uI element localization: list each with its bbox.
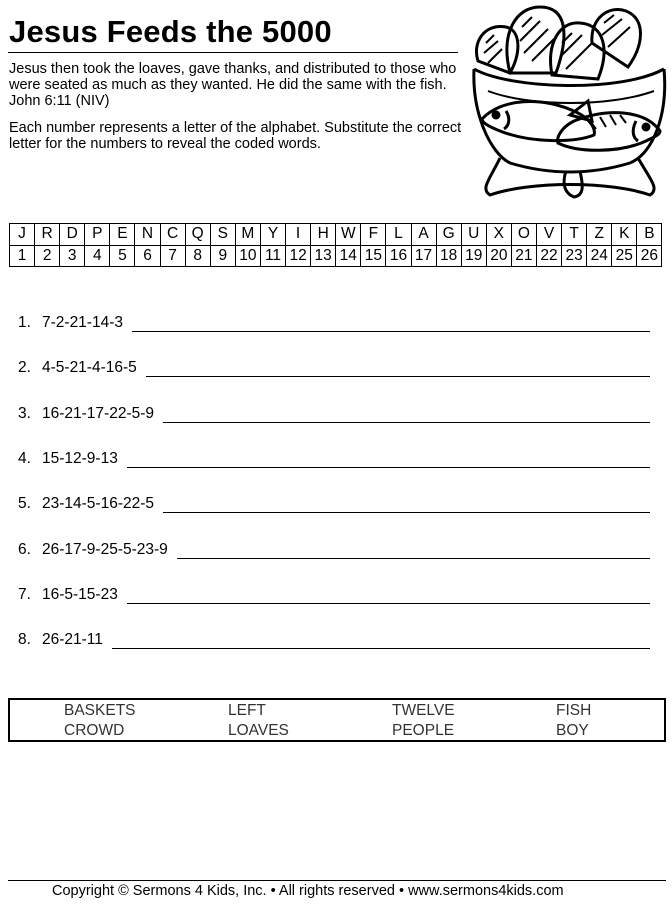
word-bank — [8, 698, 666, 742]
cipher-numbers-row — [10, 245, 662, 267]
cipher-letter-cell: W — [336, 224, 361, 246]
coded-word: 16-5-15-23 — [42, 585, 118, 603]
cipher-letter-cell: T — [562, 224, 587, 246]
bread-loaf-icon — [592, 9, 641, 67]
loaves-and-fish-illustration — [470, 3, 668, 199]
cipher-number-cell: 26 — [637, 245, 662, 267]
word-bank-item: CROWD — [64, 722, 125, 739]
footer-copyright: Copyright © Sermons 4 Kids, Inc. • All rights reserved • www.sermons4kids.com — [52, 883, 564, 899]
question-row — [18, 446, 650, 468]
cipher-number-cell: 11 — [260, 245, 285, 267]
cipher-letter-cell: O — [511, 224, 536, 246]
cipher-number-cell: 20 — [486, 245, 511, 267]
cipher-key-table — [9, 223, 662, 267]
cipher-letter-cell: Y — [260, 224, 285, 246]
word-bank-item: BASKETS — [64, 702, 136, 719]
cipher-letter-cell: H — [311, 224, 336, 246]
cipher-letter-cell: I — [286, 224, 311, 246]
cipher-number-cell: 12 — [286, 245, 311, 267]
question-row — [18, 537, 650, 559]
answer-line[interactable] — [132, 314, 650, 332]
cipher-number-cell: 14 — [336, 245, 361, 267]
question-number: 1. — [18, 314, 31, 331]
cipher-letter-cell: M — [235, 224, 260, 246]
cipher-number-cell: 19 — [461, 245, 486, 267]
cipher-letter-cell: K — [612, 224, 637, 246]
cipher-number-cell: 1 — [10, 245, 35, 267]
fish-icon — [558, 113, 660, 151]
cipher-letter-cell: B — [637, 224, 662, 246]
cipher-number-cell: 21 — [511, 245, 536, 267]
title-divider — [8, 52, 458, 53]
coded-word: 23-14-5-16-22-5 — [42, 495, 155, 513]
word-bank-item: LOAVES — [228, 722, 289, 739]
cipher-letter-cell: G — [436, 224, 461, 246]
footer-divider — [8, 880, 666, 881]
page-title: Jesus Feeds the 5000 — [9, 14, 332, 49]
question-number: 2. — [18, 359, 31, 377]
cipher-letters-row — [10, 224, 662, 246]
cipher-number-cell: 15 — [361, 245, 386, 267]
cipher-letter-cell: C — [160, 224, 185, 246]
cipher-number-cell: 25 — [612, 245, 637, 267]
cipher-number-cell: 2 — [35, 245, 60, 267]
answer-line[interactable] — [146, 359, 650, 377]
coded-word: 26-21-11 — [42, 631, 103, 649]
question-number: 7. — [18, 585, 31, 603]
bread-loaf-icon — [551, 23, 604, 79]
cipher-letter-cell: E — [110, 224, 135, 246]
question-number: 5. — [18, 495, 31, 513]
cipher-number-cell: 13 — [311, 245, 336, 267]
word-bank-item: PEOPLE — [392, 722, 455, 739]
cipher-letter-cell: S — [210, 224, 235, 246]
cipher-letter-cell: P — [85, 224, 110, 246]
question-number: 6. — [18, 540, 31, 558]
word-bank-item: FISH — [556, 702, 592, 719]
word-bank-item: BOY — [556, 722, 589, 739]
instructions-text: Each number represents a letter of the alphabet. Substitute the correct letter for the numbers to reveal the coded words. — [9, 120, 462, 152]
question-number: 4. — [18, 449, 31, 467]
cipher-number-cell: 5 — [110, 245, 135, 267]
verse-text: Jesus then took the loaves, gave thanks, and distributed to those who were seated as much as they wanted. He did the same with the fish. John 6:11 (NIV) — [9, 61, 457, 109]
cipher-letter-cell: A — [411, 224, 436, 246]
coded-word: 4-5-21-4-16-5 — [42, 359, 137, 377]
cipher-number-cell: 24 — [587, 245, 612, 267]
answer-line[interactable] — [177, 541, 650, 559]
question-row — [18, 582, 650, 604]
cipher-number-cell: 7 — [160, 245, 185, 267]
cipher-number-cell: 23 — [562, 245, 587, 267]
cipher-number-cell: 3 — [60, 245, 85, 267]
cipher-number-cell: 16 — [386, 245, 411, 267]
question-row — [18, 401, 650, 423]
question-row — [18, 355, 650, 377]
cipher-number-cell: 4 — [85, 245, 110, 267]
cipher-letter-cell: R — [35, 224, 60, 246]
cipher-number-cell: 8 — [185, 245, 210, 267]
answer-line[interactable] — [112, 631, 650, 649]
cipher-letter-cell: Q — [185, 224, 210, 246]
answer-line[interactable] — [127, 450, 650, 468]
question-number: 3. — [18, 404, 31, 422]
question-number: 8. — [18, 631, 31, 649]
cipher-number-cell: 17 — [411, 245, 436, 267]
coded-word: 15-12-9-13 — [42, 449, 118, 467]
question-row — [18, 310, 650, 332]
answer-line[interactable] — [163, 405, 650, 423]
question-row — [18, 491, 650, 513]
cipher-number-cell: 9 — [210, 245, 235, 267]
cipher-letter-cell: U — [461, 224, 486, 246]
cipher-number-cell: 10 — [235, 245, 260, 267]
cipher-letter-cell: Z — [587, 224, 612, 246]
word-bank-item: LEFT — [228, 702, 266, 719]
bread-loaf-icon — [476, 26, 517, 73]
cipher-letter-cell: X — [486, 224, 511, 246]
word-bank-item: TWELVE — [392, 702, 455, 719]
answer-line[interactable] — [163, 495, 650, 513]
cipher-letter-cell: L — [386, 224, 411, 246]
answer-line[interactable] — [127, 586, 650, 604]
cipher-letter-cell: J — [10, 224, 35, 246]
coded-word: 7-2-21-14-3 — [42, 314, 123, 331]
cipher-letter-cell: V — [536, 224, 561, 246]
cipher-number-cell: 22 — [536, 245, 561, 267]
cipher-letter-cell: N — [135, 224, 160, 246]
cipher-letter-cell: F — [361, 224, 386, 246]
coded-word: 16-21-17-22-5-9 — [42, 404, 155, 422]
question-row — [18, 627, 650, 649]
cipher-number-cell: 18 — [436, 245, 461, 267]
cipher-letter-cell: D — [60, 224, 85, 246]
coded-word: 26-17-9-25-5-23-9 — [42, 540, 168, 558]
cipher-number-cell: 6 — [135, 245, 160, 267]
